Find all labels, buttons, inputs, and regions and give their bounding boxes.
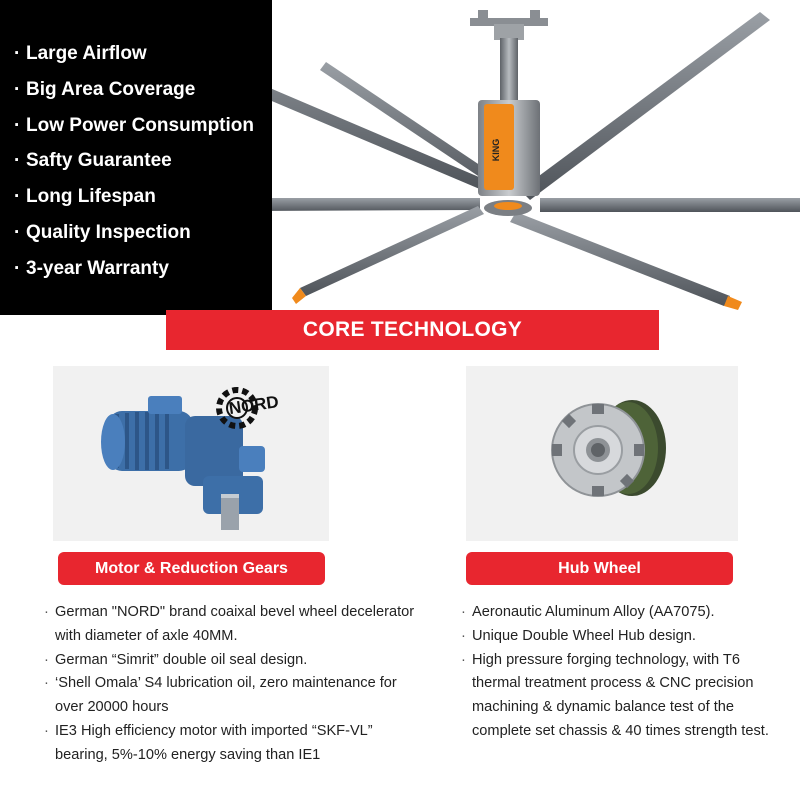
spec-item [461,601,791,625]
hub-wheel-spec-list [461,601,791,744]
feature-label: 3-year Warranty [26,257,169,279]
fan-blade [520,12,770,200]
spec-item [44,649,424,673]
feature-list-panel [0,0,272,315]
feature-bullet: · [14,221,21,243]
feature-bullet: · [14,257,21,279]
spec-text: IE3 High efficiency motor with imported “SKF-VL” bearing, 5%-10% energy saving than IE1 [55,722,373,763]
spec-bullet: · [44,675,49,692]
spec-bullet: · [44,722,49,739]
spec-bullet: · [461,604,466,620]
spec-text: German “Simrit” double oil seal design. [55,651,308,668]
spec-text: Aeronautic Aluminum Alloy (AA7075). [472,604,715,620]
fan-blade [300,206,484,296]
feature-bullet: · [14,43,21,64]
feature-bullet: · [14,78,21,100]
nord-logo-text: NORD [227,392,280,419]
motor-illustration [53,366,329,541]
spec-bullet: · [461,651,466,668]
spec-bullet: · [461,627,466,644]
spec-item [461,649,791,744]
feature-label: Big Area Coverage [26,78,196,100]
feature-bullet: · [14,114,21,136]
feature-label: Quality Inspection [26,221,191,243]
fan-blade [510,212,730,306]
motor-product-image [53,366,329,541]
feature-label: Safty Guarantee [26,150,172,172]
feature-item [14,251,272,287]
feature-bullet: · [14,150,21,172]
feature-item [14,179,272,215]
spec-item [461,625,791,649]
hub-wheel-illustration [466,366,738,541]
spec-text: High pressure forging technology, with T6 thermal treatment process & CNC precision machining & dynamic balance test of the complete set chassis & 40 times strength test. [472,651,769,739]
feature-item [14,72,272,108]
spec-item [44,601,424,649]
motor-label: Motor & Reduction Gears [58,552,325,585]
feature-list [14,36,272,287]
spec-text: German "NORD" brand coaixal bevel wheel decelerator with diameter of axle 40MM. [55,604,415,644]
hero-fan-banner [0,0,800,318]
feature-label: Low Power Consumption [26,114,254,136]
feature-bullet: · [14,186,21,208]
spec-text: ‘Shell Omala’ S4 lubrication oil, zero maintenance for over 20000 hours [55,675,397,716]
hub-wheel-image [466,366,738,541]
hub-wheel-label: Hub Wheel [466,552,733,585]
feature-label: Large Airflow [26,43,147,64]
spec-bullet: · [44,651,49,668]
feature-item [14,143,272,179]
feature-item [14,108,272,144]
feature-item [14,215,272,251]
spec-item [44,720,424,768]
feature-label: Long Lifespan [26,186,156,208]
motor-spec-list [44,601,424,768]
spec-bullet: · [44,604,49,620]
spec-item [44,672,424,720]
core-technology-banner: CORE TECHNOLOGY [166,310,659,350]
spec-text: Unique Double Wheel Hub design. [472,627,696,644]
fan-brand-text: KING [491,138,501,162]
fan-blade [540,198,800,212]
feature-item [14,36,272,72]
